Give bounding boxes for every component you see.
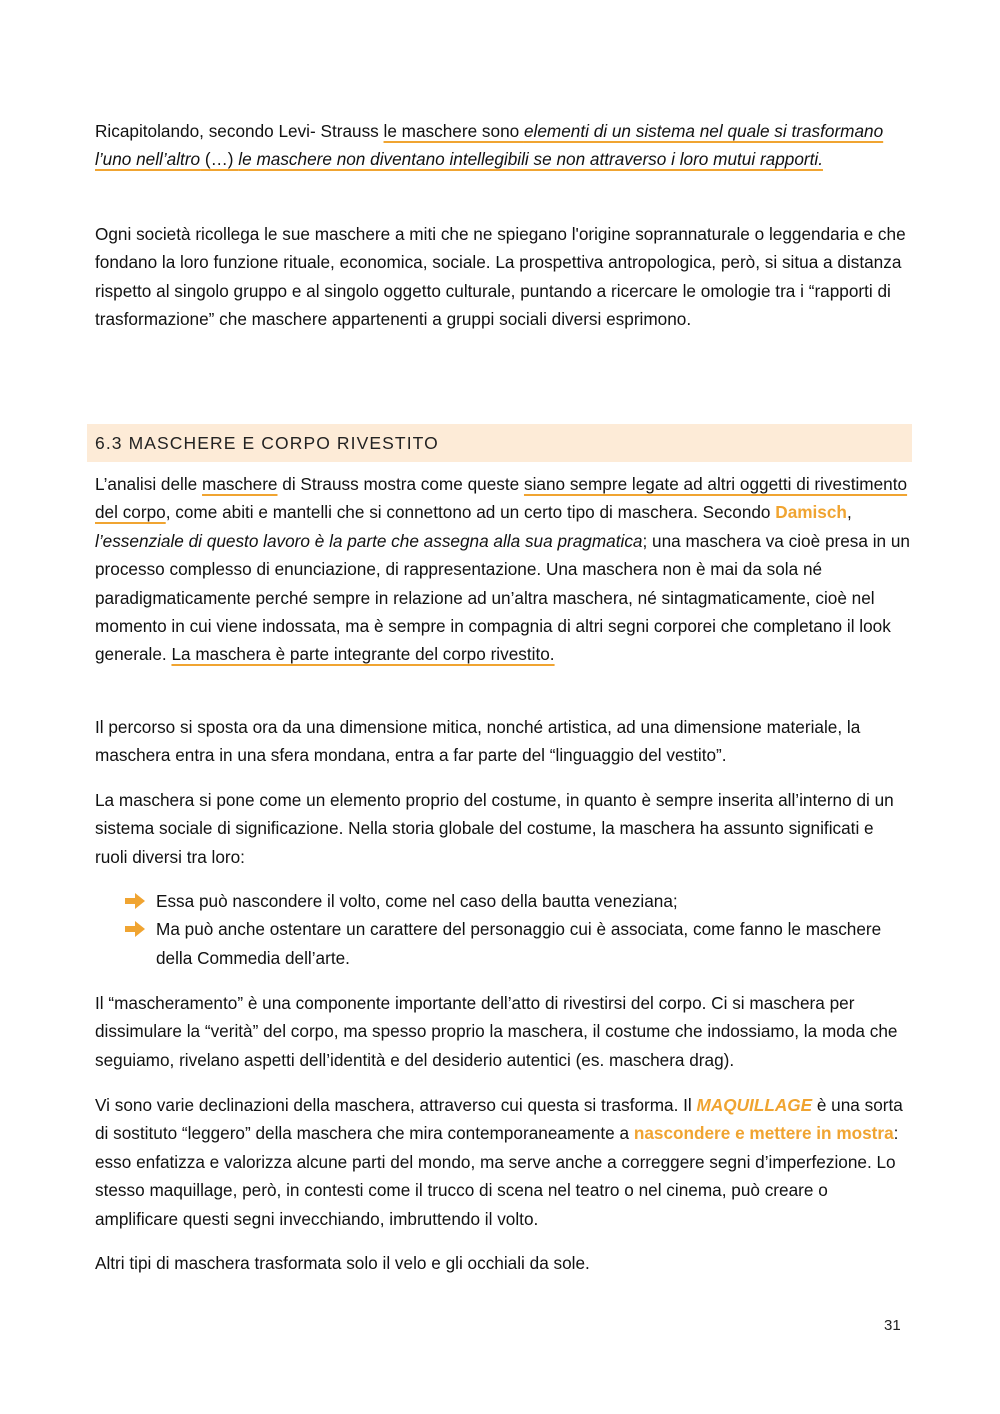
paragraph-costume: La maschera si pone come un elemento proprio del costume, in quanto è sempre inserita all’interno di un sistema sociale di significazione. Nella storia globale del costume, la maschera ha assunto significati e ruoli diversi tra loro: — [95, 790, 894, 867]
right-arrow-icon — [125, 921, 145, 937]
paragraph-mascheramento: Il “mascheramento” è una componente importante dell’atto di rivestirsi del corpo. Ci si maschera per dissimulare la “verità” del corpo, ma spesso proprio la maschera, il costume che indossiamo, la moda che seguiamo, rivelano aspetti dell’identità e del desiderio autentici (es. maschera drag). — [95, 993, 898, 1070]
italic-quote: l’essenziale di questo lavoro è la parte che assegna alla sua pragmatica — [95, 530, 643, 551]
underlined-text: siano sempre legate ad altri oggetti di rivestimento del corpo — [95, 474, 908, 523]
list-item-text: Ma può anche ostentare un carattere del personaggio cui è associata, come fanno le maschere della Commedia dell’arte. — [156, 919, 882, 968]
text: di Strauss mostra come queste — [277, 474, 524, 494]
underlined-text: maschere — [202, 474, 278, 494]
italic-quote: le maschere non diventano intellegibili se non attraverso i loro mutui rapporti. — [238, 149, 823, 170]
paragraph-percorso: Il percorso si sposta ora da una dimensione mitica, nonché artistica, ad una dimensione materiale, la maschera entra in una sfera mondana, entra a far parte del “linguaggio del vestito”. — [95, 717, 861, 766]
paragraph-societa: Ogni società ricollega le sue maschere a miti che ne spiegano l'origine soprannaturale o leggendaria e che fondano la loro funzione rituale, economica, sociale. La prospettiva antropologica, però, si situa a distanza rispetto al singolo gruppo e al singolo oggetto culturale, puntando a ricercare le omologie tra i “rapporti di trasformazione” che maschere appartenenti a gruppi sociali diversi esprimono. — [95, 224, 906, 330]
section-heading: 6.3 MASCHERE E CORPO RIVESTITO — [95, 433, 439, 453]
underlined-text: La maschera è parte integrante del corpo rivestito. — [171, 644, 555, 665]
right-arrow-icon — [125, 893, 145, 909]
highlighted-term: MAQUILLAGE — [696, 1095, 813, 1115]
text: L’analisi delle — [95, 474, 203, 494]
highlighted-term: nascondere e mettere in mostra — [633, 1123, 894, 1144]
text: Vi sono varie declinazioni della maschera, attraverso cui questa si trasforma. Il — [95, 1095, 697, 1115]
paragraph-altri-tipi: Altri tipi di maschera trasformata solo il velo e gli occhiali da sole. — [95, 1253, 590, 1273]
highlighted-name: Damisch — [775, 502, 847, 523]
page-number: 31 — [884, 1317, 901, 1334]
text: , come abiti e mantelli che si connettono ad un certo tipo di maschera. Secondo — [165, 502, 776, 523]
bullet-list — [125, 887, 915, 972]
paragraph-analisi — [95, 470, 910, 669]
text: ; una maschera va cioè presa in un processo complesso di enunciazione, di rappresentazione. Una maschera non è mai da sola né paradigmaticamente perché sempre in relazione ad un’altra maschera, né sintagmaticamente, cioè nel momento in cui viene indossata, ma è sempre in compagnia di altri segni corporei che completano il look generale. — [95, 530, 910, 665]
text: , — [846, 502, 852, 523]
list-item — [125, 887, 915, 915]
text: è una sorta di sostituto “leggero” della maschera che mira contemporaneamente a — [95, 1095, 903, 1144]
list-item — [125, 915, 915, 972]
underlined-text: (…) — [200, 149, 239, 170]
paragraph-levi-strauss — [95, 117, 910, 174]
underlined-text: le maschere sono — [383, 121, 524, 141]
text: Ricapitolando, secondo Levi- Strauss — [95, 121, 384, 141]
text: : esso enfatizza e valorizza alcune parti del mondo, ma serve anche a correggere segni d’imperfezione. Lo stesso maquillage, però, in contesti come il trucco di scena nel teatro o nel cinema, può creare o amplificare questi segni invecchiando, imbruttendo il volto. — [95, 1123, 899, 1229]
paragraph-maquillage — [95, 1091, 910, 1233]
list-item-text: Essa può nascondere il volto, come nel caso della bautta veneziana; — [156, 891, 678, 911]
italic-quote: elementi di un sistema nel quale si trasformano l’uno nell’altro — [95, 121, 884, 170]
